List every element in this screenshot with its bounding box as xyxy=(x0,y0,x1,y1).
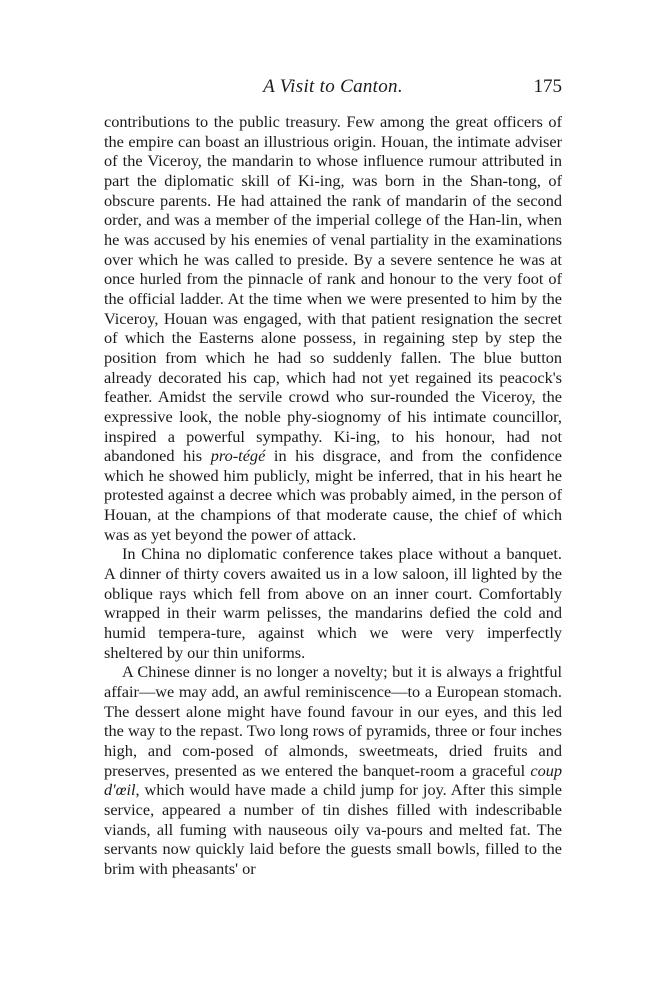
text-run: In China no diplomatic conference takes place without a banquet. A dinner of thirty covers awaited us in a low saloon, ill lighted by the oblique rays which fell from above on an inner court. Comfortably wrapped in their warm pelisses, the mandarins defied the cold and humid tempera-ture, against which we were very imperfectly sheltered by our thin uniforms. xyxy=(104,544,562,662)
text-run: A Chinese dinner is no longer a novelty; but it is always a frightful affair—we may add, an awful reminiscence—to a European stomach. The dessert alone might have found favour in our eyes, and this led the way to the repast. Two long rows of pyramids, three or four inches high, and com-posed of almonds, sweetmeats, dried fruits and preserves, presented as we entered the banquet-room a graceful xyxy=(104,662,562,780)
paragraph-2 xyxy=(104,544,562,662)
text-run: contributions to the public treasury. Few among the great officers of the empire can boast an illustrious origin. Houan, the intimate adviser of the Viceroy, the mandarin to whose influence rumour attributed in part the diplomatic skill of Ki-ing, was born in the Shan-tong, of obscure parents. He had attained the rank of mandarin of the second order, and was a member of the imperial college of the Han-lin, when he was accused by his enemies of venal partiality in the examinations over which he was called to preside. By a severe sentence he was at once hurled from the pinnacle of rank and honour to the very foot of the official ladder. At the time when we were presented to him by the Viceroy, Houan was engaged, with that patient resignation the secret of which the Easterns alone possess, in regaining step by step the position from which he had so suddenly fallen. The blue button already decorated his cap, which had not yet regained its peacock's feather. Amidst the servile crowd who sur-rounded the Viceroy, the expressive look, the noble phy-siognomy of his intimate councillor, inspired a powerful sympathy. Ki-ing, to his honour, had not abandoned his xyxy=(104,112,562,466)
text-run: , which would have made a child jump for joy. After this simple service, appeared a number of tin dishes filled with indescribable viands, all fuming with nauseous oily va-pours and melted fat. The servants now quickly laid before the guests small bowls, filled to the brim with pheasants' or xyxy=(104,780,562,878)
italic-run: coup d'œil xyxy=(104,760,562,800)
running-title: A Visit to Canton. xyxy=(263,76,403,97)
paragraph-1 xyxy=(104,112,562,544)
text-run: in his disgrace, and from the confidence which he showed him publicly, might be inferred, that in his heart he protested against a decree which was probably aimed, in the person of Houan, at the champions of that moderate cause, the chief of which was as yet beyond the power of attack. xyxy=(104,446,562,544)
paragraph-3 xyxy=(104,662,562,878)
page-number: 175 xyxy=(533,76,562,97)
body-text xyxy=(104,112,562,879)
italic-run: pro-tégé xyxy=(210,446,266,466)
running-header xyxy=(104,76,562,100)
